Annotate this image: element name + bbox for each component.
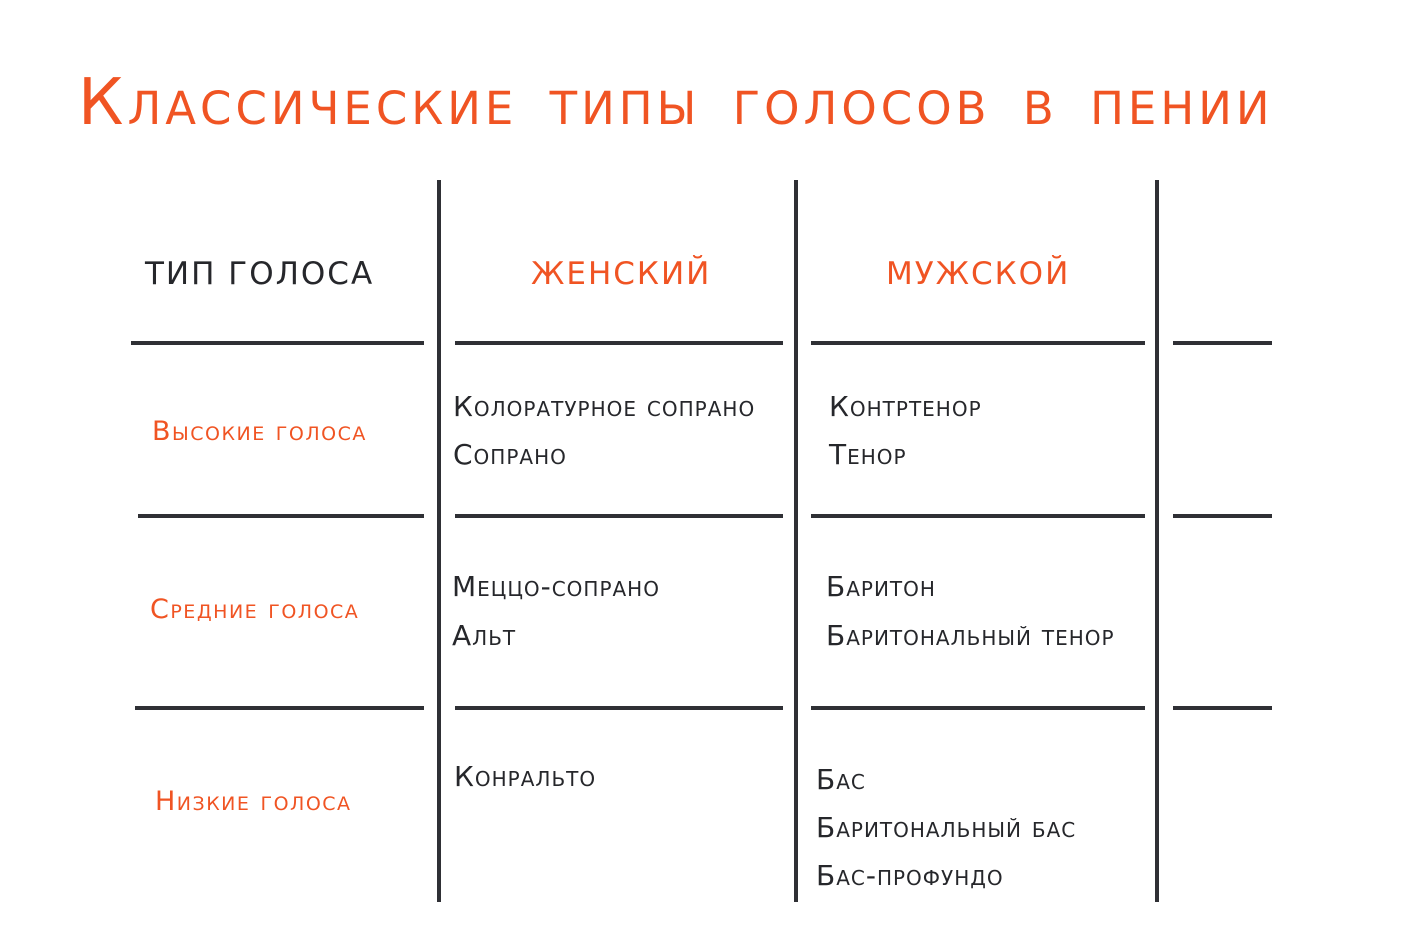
male-high-voice-2: Тенор <box>829 438 907 471</box>
male-low-voice-2: Баритональный бас <box>816 811 1077 844</box>
row-divider-1-col3 <box>811 514 1145 518</box>
row-divider-1-col4 <box>1173 514 1272 518</box>
row-divider-2-col1 <box>135 706 424 710</box>
row-label-middle: Средние голоса <box>150 594 360 625</box>
page-title: Классические типы голосов в пении <box>78 66 1274 140</box>
row-divider-2-col3 <box>811 706 1145 710</box>
female-low-voice-1: Конральто <box>454 760 597 793</box>
male-high-voice-1: Контртенор <box>829 390 982 423</box>
row-divider-2-col2 <box>455 706 783 710</box>
female-middle-voice-2: Альт <box>452 619 517 652</box>
row-divider-header-col2 <box>455 341 783 345</box>
row-divider-header-col4 <box>1173 341 1272 345</box>
header-female: ЖЕНСКИЙ <box>531 256 712 292</box>
row-divider-header-col3 <box>811 341 1145 345</box>
female-middle-voice-1: Меццо-сопрано <box>452 570 660 603</box>
header-male: МУЖСКОЙ <box>886 256 1071 292</box>
row-label-low: Низкие голоса <box>155 786 352 817</box>
row-divider-1-col1 <box>138 514 424 518</box>
column-divider-1 <box>437 180 441 902</box>
row-divider-1-col2 <box>455 514 783 518</box>
row-divider-header-col1 <box>131 341 424 345</box>
male-middle-voice-1: Баритон <box>826 570 936 603</box>
row-divider-2-col4 <box>1173 706 1272 710</box>
column-divider-3 <box>1155 180 1159 902</box>
row-label-high: Высокие голоса <box>152 416 367 447</box>
male-low-voice-3: Бас-профундо <box>816 859 1004 892</box>
female-high-voice-2: Сопрано <box>453 438 567 471</box>
header-voice-type: ТИП ГОЛОСА <box>145 256 375 292</box>
female-high-voice-1: Колоратурное сопрано <box>453 390 756 423</box>
column-divider-2 <box>794 180 798 902</box>
male-low-voice-1: Бас <box>816 763 866 796</box>
male-middle-voice-2: Баритональный тенор <box>826 619 1115 652</box>
